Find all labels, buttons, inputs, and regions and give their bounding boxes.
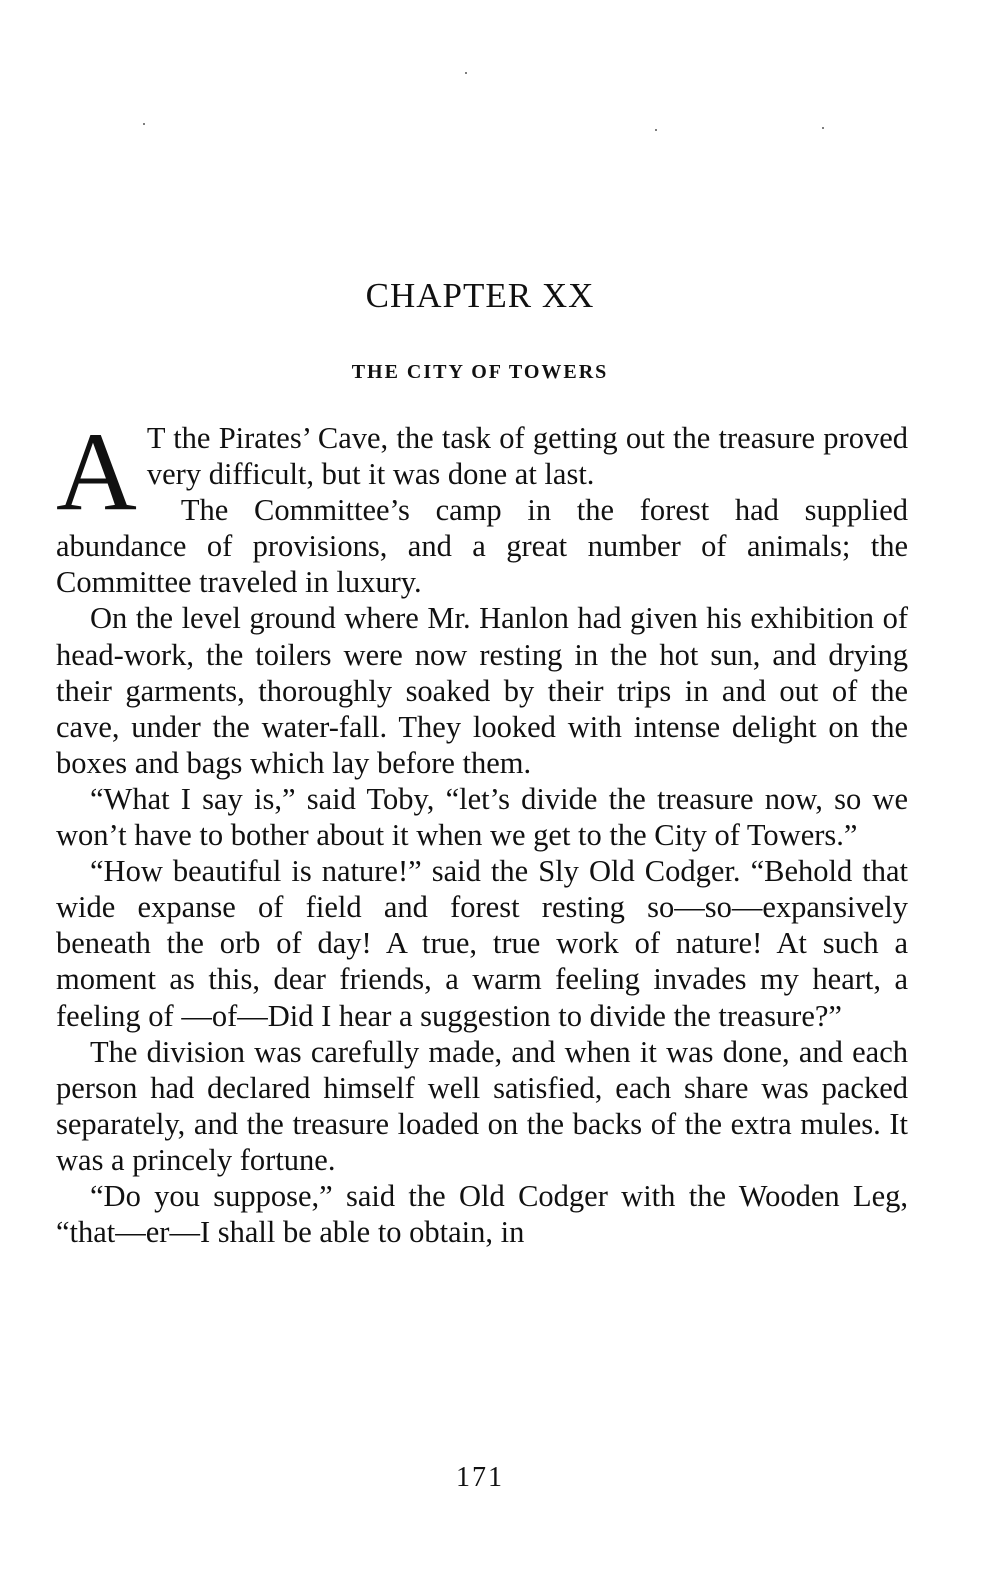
paragraph-5: “How beautiful is nature!” said the Sly Old Codger. “Behold that wide expanse of field and forest resting so—so—expansively beneath the orb of day! A true, true work of nature! At such a moment as this, dear friends, a warm feeling invades my heart, a feeling of —of—Did I hear a suggestion to divide the treasure?”	[56, 854, 908, 1033]
paragraph-4: “What I say is,” said Toby, “let’s divide the treasure now, so we won’t have to bother about it when we get to the City of Towers.”	[56, 781, 908, 853]
drop-cap: A	[56, 410, 137, 534]
print-speck	[822, 127, 824, 129]
paragraph-1-text: T the Pirates’ Cave, the task of getting out the treasure proved very difficult, but it was done at last.	[146, 421, 908, 492]
paragraph-7: “Do you suppose,” said the Old Codger with the Wooden Leg, “that—er—I shall be able to obtain, in	[56, 1178, 908, 1250]
print-speck	[465, 72, 467, 74]
print-speck	[143, 123, 145, 125]
chapter-subtitle: THE CITY OF TOWERS	[351, 361, 609, 383]
paragraph-1	[56, 410, 908, 534]
paragraph-2: The Committee’s camp in the forest had supplied abundance of provisions, and a great number of animals; the Committee traveled in luxury.	[56, 493, 908, 600]
body-text	[56, 410, 908, 1250]
print-speck	[655, 129, 657, 131]
chapter-heading: CHAPTER XX	[365, 276, 595, 315]
page-number: 171	[456, 1462, 504, 1493]
paragraph-3: On the level ground where Mr. Hanlon had given his exhibition of head-work, the toilers were now resting in the hot sun, and drying their garments, thoroughly soaked by their trips in and out of the cave, under the water-fall. They looked with intense delight on the boxes and bags which lay before them.	[56, 601, 908, 780]
paragraph-6: The division was carefully made, and when it was done, and each person had declared himself well satisfied, each share was packed separately, and the treasure loaded on the backs of the extra mules. It was a princely fortune.	[56, 1034, 908, 1177]
